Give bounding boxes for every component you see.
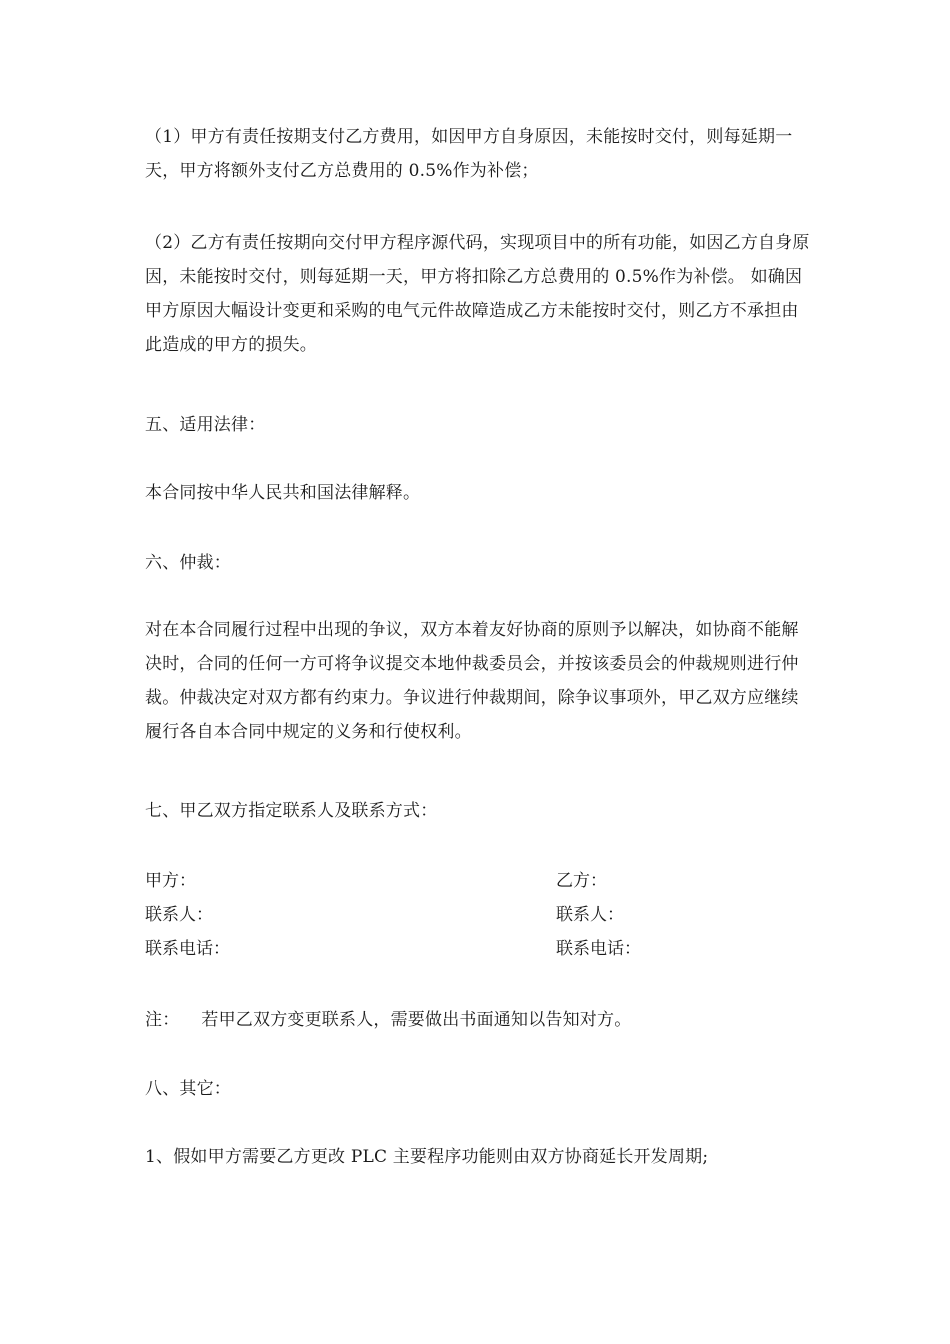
section-heading-applicable-law: 五、适用法律： [145, 415, 266, 435]
section-heading-contacts: 七、甲乙双方指定联系人及联系方式： [145, 801, 438, 821]
party-b-contact-label: 联系人： [556, 905, 624, 925]
note-label: 注： [145, 1010, 180, 1030]
contact-change-note [145, 1003, 813, 1037]
section-heading-other: 八、其它： [145, 1079, 231, 1099]
party-a-contacts [145, 864, 230, 966]
party-b-phone-label: 联系电话： [556, 939, 641, 959]
clause-arbitration: 对在本合同履行过程中出现的争议，双方本着友好协商的原则予以解决，如协商不能解决时，合同的任何一方可将争议提交本地仲裁委员会，并按该委员会的仲裁规则进行仲裁。仲裁决定对双方都有约束力。争议进行仲裁期间，除争议事项外，甲乙双方应继续履行各自本合同中规定的义务和行使权利。 [145, 620, 799, 742]
party-b-label: 乙方： [556, 871, 607, 891]
party-a-phone-label: 联系电话： [145, 939, 230, 959]
party-a-label: 甲方： [145, 871, 196, 891]
clause-applicable-law: 本合同按中华人民共和国法律解释。 [145, 483, 421, 503]
note-text: 若甲乙双方变更联系人，需要做出书面通知以告知对方。 [201, 1010, 632, 1030]
party-b-contacts [556, 864, 641, 966]
section-heading-arbitration: 六、仲裁： [145, 553, 231, 573]
clause-payment-obligation: （1）甲方有责任按期支付乙方费用，如因甲方自身原因，未能按时交付，则每延期一天，甲方将额外支付乙方总费用的 0.5%作为补偿； [145, 127, 793, 181]
clause-delivery-obligation: （2）乙方有责任按期向交付甲方程序源代码，实现项目中的所有功能，如因乙方自身原因，未能按时交付，则每延期一天，甲方将扣除乙方总费用的 0.5%作为补偿。 如确因甲方原因大幅设计变更和采购的电气元件故障造成乙方未能按时交付，则乙方不承担由此造成的甲方的损失。 [145, 233, 810, 355]
party-a-contact-label: 联系人： [145, 905, 213, 925]
clause-plc-change: 1、假如甲方需要乙方更改 PLC 主要程序功能则由双方协商延长开发周期; [145, 1147, 709, 1167]
